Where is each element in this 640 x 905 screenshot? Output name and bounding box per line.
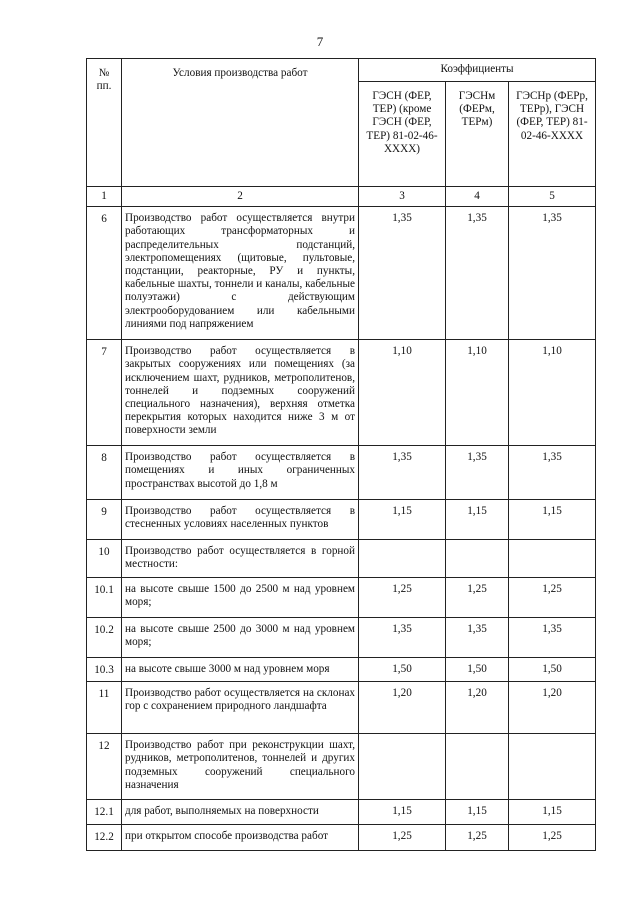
row-coef-gesnr: 1,50 bbox=[509, 658, 596, 682]
row-coef-gesnm: 1,50 bbox=[446, 658, 509, 682]
table-row bbox=[87, 340, 596, 446]
row-coef-gesnr bbox=[509, 734, 596, 800]
table-row bbox=[87, 682, 596, 734]
row-coef-gesn: 1,20 bbox=[359, 682, 446, 734]
header-coefficients: Коэффициенты bbox=[359, 59, 596, 82]
row-number: 12.1 bbox=[87, 800, 122, 825]
row-coef-gesnr: 1,25 bbox=[509, 578, 596, 618]
row-number: 6 bbox=[87, 207, 122, 340]
row-number: 12 bbox=[87, 734, 122, 800]
row-coef-gesnm: 1,35 bbox=[446, 446, 509, 500]
row-coef-gesn: 1,25 bbox=[359, 578, 446, 618]
row-coef-gesnr: 1,10 bbox=[509, 340, 596, 446]
row-number: 10.2 bbox=[87, 618, 122, 658]
index-cell: 3 bbox=[359, 187, 446, 207]
table-row bbox=[87, 800, 596, 825]
row-coef-gesnm: 1,35 bbox=[446, 618, 509, 658]
table-row bbox=[87, 446, 596, 500]
row-number: 10.3 bbox=[87, 658, 122, 682]
row-coef-gesnm: 1,15 bbox=[446, 800, 509, 825]
row-number: 10.1 bbox=[87, 578, 122, 618]
row-condition: для работ, выполняемых на поверхности bbox=[122, 800, 359, 825]
header-col5: ГЭСНр (ФЕРр, ТЕРр), ГЭСН (ФЕР, ТЕР) 81-02-46-XXXX bbox=[509, 82, 596, 187]
table-row bbox=[87, 500, 596, 540]
row-condition: Производство работ осуществляется в стесненных условиях населенных пунктов bbox=[122, 500, 359, 540]
index-cell: 5 bbox=[509, 187, 596, 207]
row-coef-gesnm: 1,25 bbox=[446, 825, 509, 851]
index-cell: 2 bbox=[122, 187, 359, 207]
table-row bbox=[87, 618, 596, 658]
header-col4: ГЭСНм (ФЕРм, ТЕРм) bbox=[446, 82, 509, 187]
row-coef-gesnr: 1,35 bbox=[509, 618, 596, 658]
row-coef-gesn: 1,50 bbox=[359, 658, 446, 682]
row-number: 11 bbox=[87, 682, 122, 734]
row-condition: Производство работ при реконструкции шахт, рудников, метрополитенов, тоннелей и других подземных сооружений специального назначения bbox=[122, 734, 359, 800]
row-coef-gesnm: 1,25 bbox=[446, 578, 509, 618]
page-number: 7 bbox=[316, 34, 324, 49]
row-coef-gesnm bbox=[446, 734, 509, 800]
row-condition: Производство работ осуществляется в горной местности: bbox=[122, 540, 359, 578]
row-condition: на высоте свыше 2500 до 3000 м над уровнем моря; bbox=[122, 618, 359, 658]
row-coef-gesnm: 1,20 bbox=[446, 682, 509, 734]
row-number: 7 bbox=[87, 340, 122, 446]
row-coef-gesnr: 1,35 bbox=[509, 207, 596, 340]
table-row bbox=[87, 658, 596, 682]
index-row bbox=[87, 187, 596, 207]
row-coef-gesn: 1,15 bbox=[359, 500, 446, 540]
row-coef-gesn: 1,35 bbox=[359, 618, 446, 658]
row-coef-gesnr: 1,15 bbox=[509, 800, 596, 825]
row-coef-gesnm: 1,15 bbox=[446, 500, 509, 540]
row-coef-gesn: 1,10 bbox=[359, 340, 446, 446]
header-conditions: Условия производства работ bbox=[122, 59, 359, 187]
table-row bbox=[87, 734, 596, 800]
row-condition: Производство работ осуществляется на склонах гор с сохранением природного ландшафта bbox=[122, 682, 359, 734]
row-condition: Производство работ осуществляется внутри работающих трансформаторных и распределительных подстанций, электропомещениях (щитовые, пультовые, подстанции, реакторные, РУ и пункты, кабельные шахты, тоннели и каналы, кабельные полуэтажи) с действующим электрооборудованием или кабельными линиями под напряжением bbox=[122, 207, 359, 340]
row-condition: при открытом способе производства работ bbox=[122, 825, 359, 851]
table-row bbox=[87, 578, 596, 618]
header-col3: ГЭСН (ФЕР, ТЕР) (кроме ГЭСН (ФЕР, ТЕР) 81-02-46-XXXX) bbox=[359, 82, 446, 187]
row-coef-gesnr: 1,25 bbox=[509, 825, 596, 851]
row-number: 12.2 bbox=[87, 825, 122, 851]
header-num: № пп. bbox=[87, 59, 122, 187]
table-row bbox=[87, 825, 596, 851]
row-number: 8 bbox=[87, 446, 122, 500]
row-coef-gesn bbox=[359, 734, 446, 800]
table-row bbox=[87, 207, 596, 340]
row-coef-gesnm: 1,35 bbox=[446, 207, 509, 340]
row-coef-gesnr: 1,20 bbox=[509, 682, 596, 734]
row-coef-gesn: 1,15 bbox=[359, 800, 446, 825]
row-coef-gesnr bbox=[509, 540, 596, 578]
row-number: 9 bbox=[87, 500, 122, 540]
row-coef-gesnr: 1,35 bbox=[509, 446, 596, 500]
index-cell: 1 bbox=[87, 187, 122, 207]
index-cell: 4 bbox=[446, 187, 509, 207]
row-condition: на высоте свыше 3000 м над уровнем моря bbox=[122, 658, 359, 682]
coefficients-table bbox=[86, 58, 596, 851]
row-coef-gesnr: 1,15 bbox=[509, 500, 596, 540]
row-number: 10 bbox=[87, 540, 122, 578]
row-coef-gesn bbox=[359, 540, 446, 578]
row-coef-gesn: 1,35 bbox=[359, 446, 446, 500]
row-coef-gesn: 1,25 bbox=[359, 825, 446, 851]
row-coef-gesnm: 1,10 bbox=[446, 340, 509, 446]
row-condition: на высоте свыше 1500 до 2500 м над уровнем моря; bbox=[122, 578, 359, 618]
row-condition: Производство работ осуществляется в помещениях и иных ограниченных пространствах высотой до 1,8 м bbox=[122, 446, 359, 500]
row-coef-gesn: 1,35 bbox=[359, 207, 446, 340]
row-coef-gesnm bbox=[446, 540, 509, 578]
table-row bbox=[87, 540, 596, 578]
row-condition: Производство работ осуществляется в закрытых сооружениях или помещениях (за исключением шахт, рудников, метрополитенов, тоннелей и подземных сооружений специального назначения), верхняя отметка перекрытия которых находится ниже 3 м от поверхности земли bbox=[122, 340, 359, 446]
